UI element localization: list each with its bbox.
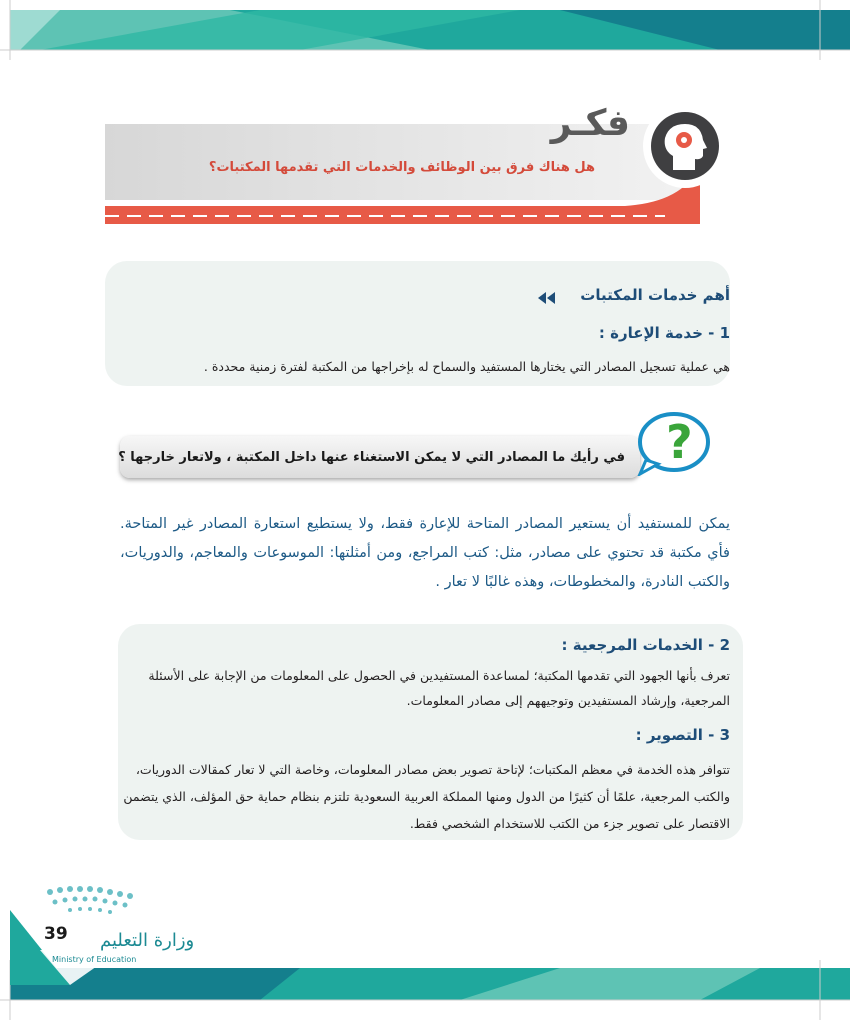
question-bubble-icon [636,410,712,480]
think-question: هل هناك فرق بين الوظائف والخدمات التي تقدمها المكتبات؟ [208,160,595,175]
reference-title: 2 - الخدمات المرجعية : [561,636,730,654]
ministry-logo-english: Ministry of Education [52,955,137,964]
reference-text: تعرف بأنها الجهود التي تقدمها المكتبة؛ لمساعدة المستفيدين في الحصول على المعلومات من الإجابة على الأسئلة المرجعية، وإرشاد المستفيدين وتوجيههم إلى مصادر المعلومات. [148,668,730,708]
ministry-logo-arabic: وزارة التعليم [100,930,195,951]
page-number: 39 [44,924,68,944]
services-heading [580,286,730,304]
top-band [0,0,850,60]
photocopy-title: 3 - التصوير : [635,726,730,744]
photocopy-text: تتوافر هذه الخدمة في معظم المكتبات؛ لإتاحة تصوير بعض مصادر المعلومات، وخاصة التي لا تعار كمقالات الدوريات، والكتب المرجعية، علمًا أن كثيرًا من الدول ومنها المملكة العربية السعودية تلتزم بنظام حماية حق المؤلف، الذي يتضمن الاقتصار على تصوير جزء من الكتب للاستخدام الشخصي فقط. [123,762,730,831]
lending-title: 1 - خدمة الإعارة : [598,324,730,342]
thinking-head-icon [651,112,719,180]
opinion-question: في رأيك ما المصادر التي لا يمكن الاستغناء عنها داخل المكتبة ، ولاتعار خارجها ؟ [118,450,625,465]
opinion-answer: يمكن للمستفيد أن يستعير المصادر المتاحة للإعارة فقط، ولا يستطيع استعارة المصادر غير المتاحة. فأي مكتبة قد تحتوي على مصادر، مثل: كتب المراجع، ومن أمثلتها: الموسوعات والمعاجم، والدوريات، والكتب النادرة، والمخطوطات، وهذه غالبًا لا تعار . [120,516,730,590]
lending-text: هي عملية تسجيل المصادر التي يختارها المستفيد والسماح له بإخراجها من المكتبة لفترة زمنية محددة . [203,359,730,374]
think-title: فكـر [550,103,630,144]
triangle-arrows-icon [535,289,557,308]
services-heading-text: أهم خدمات المكتبات [580,286,730,304]
svg-text:?: ? [666,415,693,469]
